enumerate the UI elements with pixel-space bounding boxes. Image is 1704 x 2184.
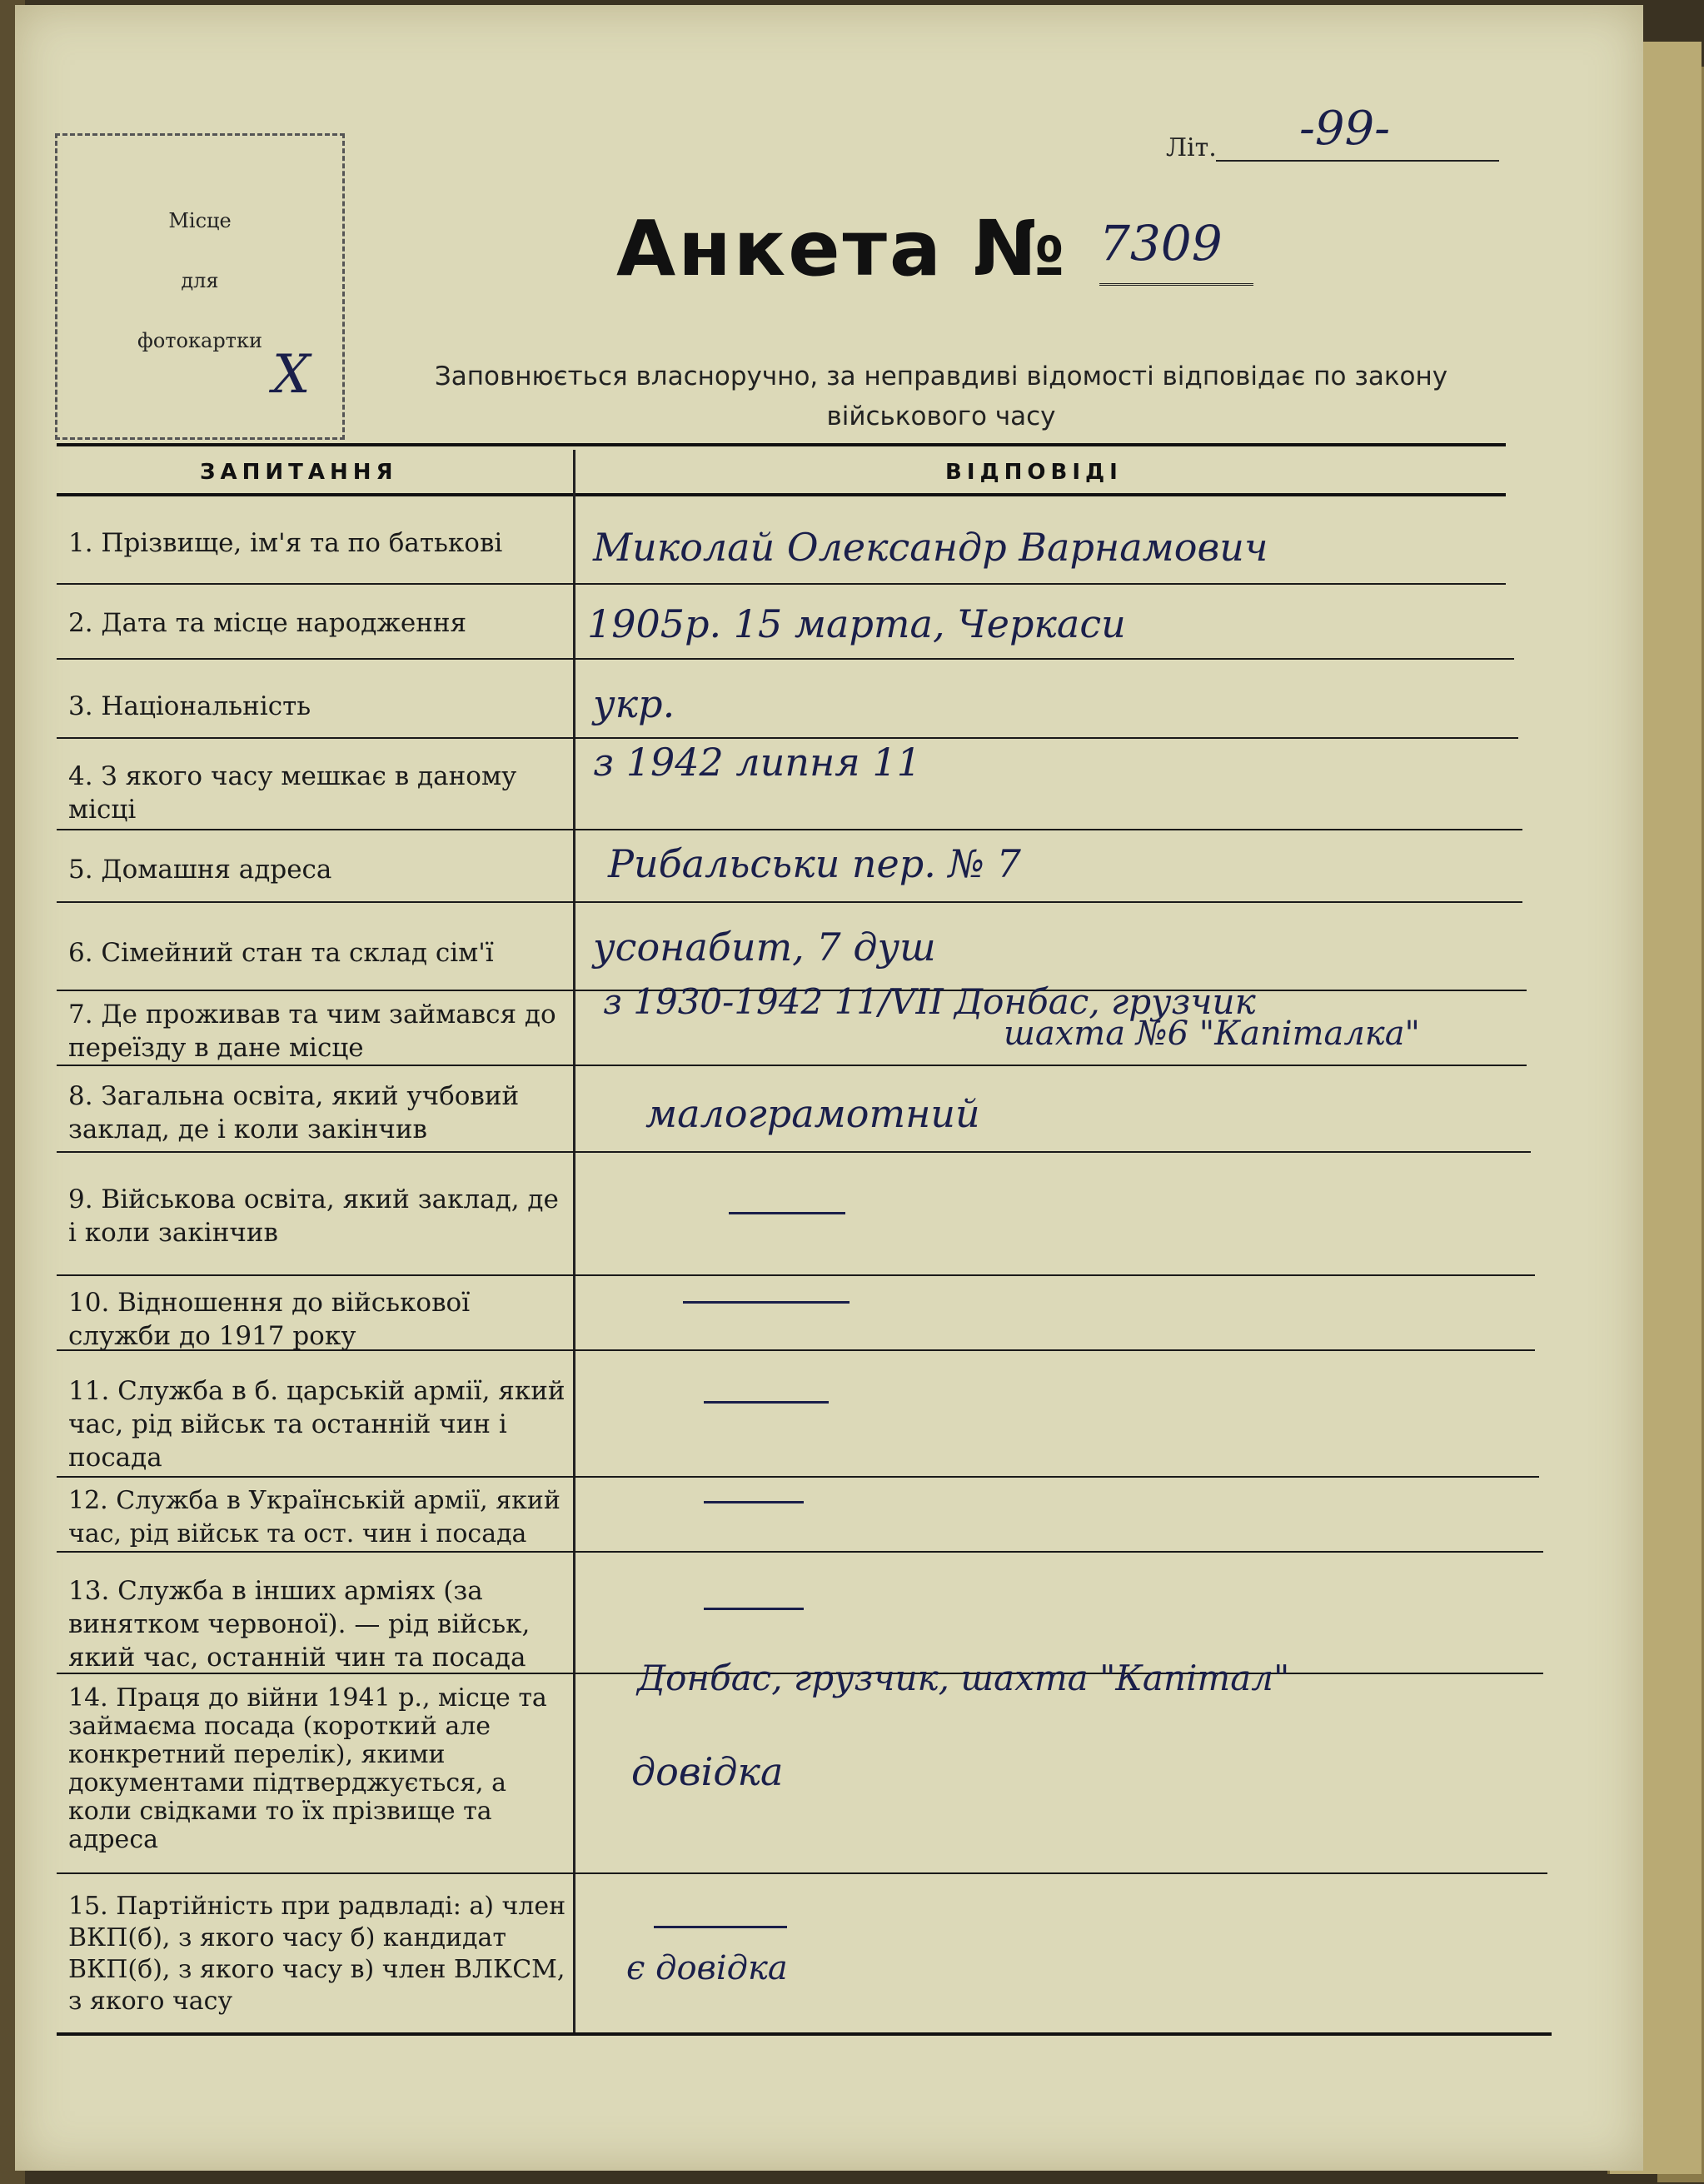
question-11: 11. Служба в б. царській армії, який час, рід військ та останній чин і посада [68, 1376, 566, 1473]
photo-placeholder-box [55, 133, 345, 440]
form-subtitle: Заповнюється власноручно, за неправдиві відомості відповідає по закону військового часу [434, 362, 1448, 431]
question-13: 13. Служба в інших арміях (за винятком червоної). — рід військ, який час, останній чин та посада [68, 1576, 531, 1673]
row-rule [57, 737, 1518, 739]
row-rule [57, 1274, 1535, 1276]
question-3: 3. Національність [68, 691, 311, 721]
row-rule [57, 1349, 1535, 1351]
answer-10-dash [683, 1301, 850, 1304]
header-rule [57, 493, 1506, 496]
answer-9-dash [729, 1212, 845, 1214]
question-15: 15. Партійність при радвладі: а) член ВКП(б), з якого часу б) кандидат ВКП(б), з якого часу в) член ВЛКСМ, з якого часу [68, 1892, 566, 2016]
questions-column-header: ЗАПИТАННЯ [200, 460, 398, 485]
question-5: 5. Домашня адреса [68, 855, 332, 885]
photo-label-line-3: фотокартки [137, 329, 262, 352]
question-8: 8. Загальна освіта, який учбовий заклад, де і коли закінчив [68, 1081, 520, 1144]
answer-2: 1905р. 15 марта, Черкаси [587, 601, 1126, 646]
row-rule [57, 658, 1514, 660]
question-10: 10. Відношення до військової служби до 1917 року [68, 1288, 471, 1351]
question-12: 12. Служба в Українській армії, який час, рід військ та ост. чин і посада [68, 1486, 561, 1548]
answer-14-note: довідка [631, 1749, 784, 1794]
question-9: 9. Військова освіта, який заклад, де і коли закінчив [68, 1184, 559, 1248]
row-rule [57, 1476, 1539, 1478]
question-1: 1. Прізвище, ім'я та по батькові [68, 528, 503, 558]
row-rule [57, 1065, 1527, 1066]
photo-cross-mark: X [272, 344, 311, 406]
question-4: 4. З якого часу мешкає в даному місці [68, 761, 517, 825]
answer-6: усонабит, 7 душ [593, 925, 936, 970]
table-bottom-rule [57, 2032, 1552, 2036]
answer-4: з 1942 липня 11 [593, 740, 921, 785]
row-rule [57, 1151, 1531, 1153]
question-2: 2. Дата та місце народження [68, 608, 467, 638]
answer-1: Миколай Олександр Варнамович [593, 525, 1268, 570]
question-7: 7. Де проживав та чим займався до переїзду в дане місце [68, 1000, 556, 1063]
answer-14: Донбас, грузчик, шахта "Капітал" [637, 1658, 1290, 1698]
photo-label-line-1: Місце [168, 209, 232, 232]
answer-3: укр. [593, 681, 675, 726]
question-14: 14. Праця до війни 1941 р., місце та займаєма посада (короткий але конкретний перелік), якими документами підтверджується, а коли свідками то їх прізвище та адреса [68, 1683, 547, 1854]
answers-column-header: ВІДПОВІДІ [945, 460, 1123, 485]
answer-13-dash [704, 1608, 804, 1610]
lit-underline [1216, 160, 1499, 162]
row-rule [57, 583, 1506, 585]
question-6: 6. Сімейний стан та склад сім'ї [68, 938, 494, 968]
answer-15-note: є довідка [626, 1949, 788, 1987]
lit-value: -99- [1299, 102, 1391, 156]
answer-15-dash [654, 1926, 787, 1928]
answer-7: з 1930-1942 11/VII Донбас, грузчик [603, 981, 1256, 1022]
answer-5: Рибальськи пер. № 7 [608, 841, 1021, 886]
form-title: Анкета № [616, 204, 1068, 293]
row-rule [57, 1551, 1543, 1553]
photo-label-line-2: для [181, 269, 219, 292]
answer-11-dash [704, 1401, 829, 1404]
number-underline [1099, 283, 1253, 286]
answer-12-dash [704, 1501, 804, 1503]
row-rule [57, 1872, 1547, 1874]
column-divider [573, 450, 575, 2032]
lit-label: Літ. [1166, 133, 1217, 162]
row-rule [57, 901, 1522, 903]
answer-8: малограмотний [645, 1091, 980, 1136]
answer-7-continued: шахта №6 "Капіталка" [1004, 1015, 1420, 1053]
form-number: 7309 [1099, 215, 1223, 272]
table-top-rule [57, 443, 1506, 446]
row-rule [57, 829, 1522, 830]
